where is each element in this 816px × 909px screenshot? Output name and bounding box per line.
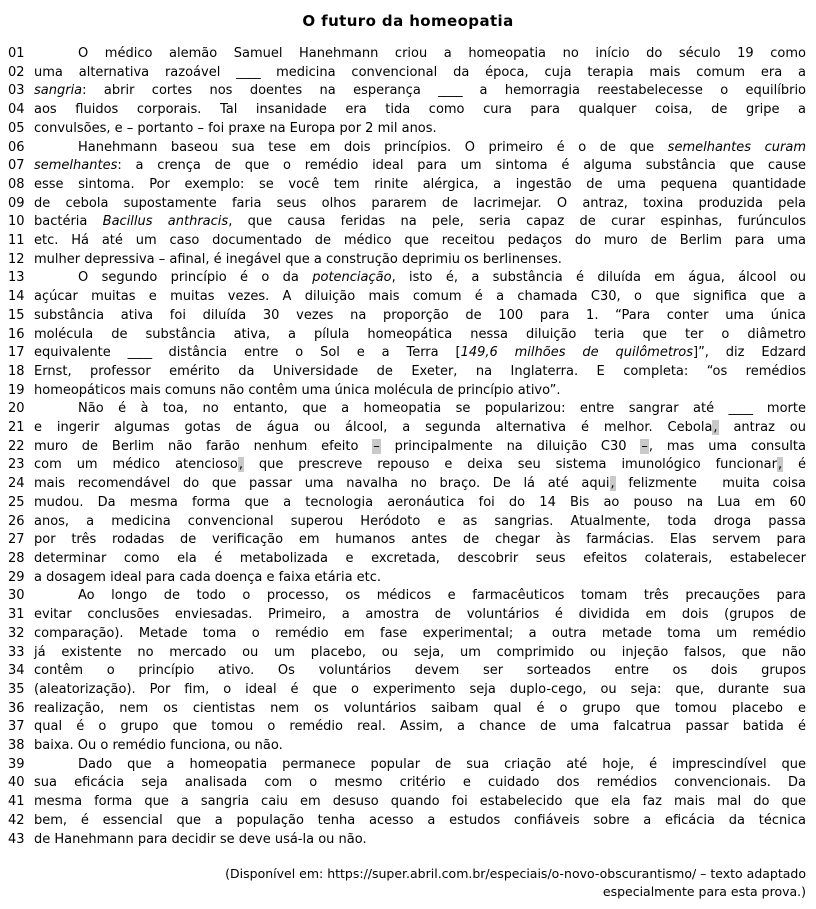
line-number: 42 (8, 812, 25, 828)
text-run: já existente no mercado ou um placebo, ou seja, um comprimido ou injeção falsos, que não (34, 644, 806, 660)
text-line (0, 513, 816, 532)
line-number: 23 (8, 457, 25, 473)
line-text (34, 176, 816, 195)
text-line (0, 344, 816, 363)
text-run: é (783, 457, 806, 473)
text-run: açúcar muitas e muitas vezes. A diluição mais comum é a chamada C30, o que significa que a (34, 289, 806, 305)
text-line (0, 718, 816, 737)
text-line (0, 288, 816, 307)
highlighted-punctuation: , (238, 457, 243, 473)
text-run: aos fluidos corporais. Tal insanidade era tida como cura para qualquer coisa, de gripe a (34, 102, 806, 118)
text-run: evitar conclusões enviesadas. Primeiro, a amostra de voluntários é dividida em dois (grupos de (34, 607, 806, 623)
text-line (0, 269, 816, 288)
italic-text: semelhantes (34, 158, 118, 174)
text-run: de Hanehmann para decidir se deve usá-la ou não. (34, 831, 367, 847)
text-line (0, 700, 816, 719)
highlighted-punctuation: , (713, 420, 718, 436)
text-line (0, 82, 816, 101)
text-line (0, 812, 816, 831)
line-text (34, 288, 816, 307)
line-number: 19 (8, 382, 25, 398)
line-number: 08 (8, 176, 25, 192)
text-run: antraz ou (718, 420, 806, 436)
line-text (34, 419, 816, 438)
text-run: substância ativa foi diluída 30 vezes na proporção de 100 para 1. “Para conter uma única (34, 307, 806, 323)
text-run: qual é o grupo que tomou o remédio real. Assim, a chance de uma falcatrua passar batida é (34, 719, 806, 735)
line-text (34, 475, 816, 494)
source-citation-line-2: especialmente para esta prova.) (602, 884, 806, 900)
text-run: equivalente (34, 345, 128, 361)
line-number: 14 (8, 289, 25, 305)
italic-text: Bacillus anthracis (102, 214, 229, 230)
line-text (34, 737, 816, 756)
text-line (0, 45, 816, 64)
line-text (34, 681, 816, 700)
source-citation (0, 865, 816, 901)
line-text (34, 363, 816, 382)
line-number: 29 (8, 569, 25, 585)
text-line (0, 681, 816, 700)
text-run: convulsões, e – portanto – foi praxe na Europa por 2 mil anos. (34, 120, 437, 136)
text-run: uma alternativa razoável (34, 64, 237, 80)
text-run: mudou. Da mesma forma que a tecnologia aeronáutica foi do 14 Bis ao pouso na Lua em 60 (34, 494, 806, 510)
text-line (0, 157, 816, 176)
text-line (0, 101, 816, 120)
text-run: homeopáticos mais comuns não contêm uma única molécula de princípio ativo”. (34, 382, 561, 398)
line-text (34, 82, 816, 101)
line-number: 31 (8, 607, 25, 623)
line-text (34, 774, 816, 793)
text-run: por três rodadas de verificação em humanos antes de chegar às farmácias. Elas servem para (34, 532, 806, 548)
line-text (34, 382, 816, 401)
line-text (34, 45, 816, 64)
text-line (0, 232, 816, 251)
line-text (34, 793, 816, 812)
blank-field: ____ (728, 401, 753, 417)
page-title: O futuro da homeopatia (302, 12, 514, 30)
line-number: 39 (8, 756, 25, 772)
blank-field: ____ (438, 83, 463, 99)
text-line (0, 756, 816, 775)
text-run: Não é à toa, no entanto, que a homeopatia se popularizou: entre sangrar até (78, 401, 729, 417)
line-text (34, 251, 816, 270)
line-text (34, 569, 816, 588)
text-line (0, 662, 816, 681)
line-number: 21 (8, 420, 25, 436)
italic-text: semelhantes curam (667, 139, 806, 155)
line-text (34, 606, 816, 625)
text-run: : a crença de que o remédio ideal para um sintoma é alguma substância que cause (117, 158, 806, 174)
text-line (0, 831, 816, 850)
text-run: Ao longo de todo o processo, os médicos e farmacêuticos tomam três precauções para (78, 588, 806, 604)
text-run: felizmente muita coisa (615, 476, 806, 492)
line-number: 43 (8, 831, 25, 847)
text-run: , isto é, a substância é diluída em água, álcool ou (391, 270, 806, 286)
line-text (34, 700, 816, 719)
text-line (0, 569, 816, 588)
line-text (34, 718, 816, 737)
text-run: que prescreve repouso e deixa seu sistema imunológico funcionar (243, 457, 777, 473)
text-line (0, 531, 816, 550)
text-line (0, 737, 816, 756)
line-text (34, 756, 816, 775)
line-number: 20 (8, 401, 25, 417)
line-number: 12 (8, 251, 25, 267)
text-line (0, 307, 816, 326)
line-text (34, 344, 816, 363)
line-text (34, 139, 816, 158)
text-run: principalmente na diluição C30 (380, 438, 641, 454)
line-number: 16 (8, 326, 25, 342)
text-line (0, 419, 816, 438)
text-run: Dado que a homeopatia permanece popular de sua criação até hoje, é imprescindível que (78, 756, 806, 772)
text-run: de cebola supostamente faria seus olhos pararem de lacrimejar. O antraz, toxina produzida pela (34, 195, 806, 211)
blank-field: ____ (127, 345, 152, 361)
line-text (34, 438, 816, 457)
line-text (34, 531, 816, 550)
text-line (0, 587, 816, 606)
line-number: 06 (8, 139, 25, 155)
line-number: 10 (8, 214, 25, 230)
line-number: 04 (8, 102, 25, 118)
text-run: bactéria (34, 214, 103, 230)
text-run: baixa. Ou o remédio funciona, ou não. (34, 738, 283, 754)
text-line (0, 438, 816, 457)
text-run: muro de Berlim não farão nenhum efeito (34, 438, 373, 454)
text-line (0, 363, 816, 382)
text-run: esse sintoma. Por exemplo: se você tem rinite alérgica, a ingestão de uma pequena quantidade (34, 176, 806, 192)
text-run: bem, é essencial que a população tenha acesso a estudos confiáveis sobre a eficácia da técnica (34, 812, 806, 828)
text-run: mulher depressiva – afinal, é inegável que a construção deprimiu os berlinenses. (34, 251, 562, 267)
line-number: 11 (8, 233, 25, 249)
italic-text: potenciação (312, 270, 392, 286)
line-text (34, 494, 816, 513)
text-run: determinar como ela é metabolizada e excretada, descobrir seus efeitos colaterais, estabelecer (34, 550, 806, 566)
line-number: 18 (8, 363, 25, 379)
text-run: mesma forma que a sangria caiu em desuso quando foi estabelecido que ela faz mais mal do que (34, 794, 806, 810)
highlighted-punctuation: , (777, 457, 783, 473)
line-text (34, 831, 816, 850)
text-run: etc. Há até um caso documentado de médico que receitou pedaços do muro de Berlim para uma (34, 233, 806, 249)
line-text (34, 120, 816, 139)
line-number: 30 (8, 588, 25, 604)
line-text (34, 307, 816, 326)
line-number: 03 (8, 83, 25, 99)
line-number: 25 (8, 494, 25, 510)
line-number: 36 (8, 700, 25, 716)
line-number: 34 (8, 663, 25, 679)
text-line (0, 382, 816, 401)
text-run: (aleatorização). Por fim, o ideal é que o experimento seja duplo-cego, ou seja: que, durante sua (34, 681, 806, 697)
text-line (0, 550, 816, 569)
text-run: , que causa feridas na pele, seria capaz de curar espinhas, furúnculos (228, 214, 806, 230)
line-text (34, 195, 816, 214)
line-number: 09 (8, 195, 25, 211)
line-text (34, 101, 816, 120)
text-line (0, 326, 816, 345)
italic-text: 149,6 milhões de quilômetros (460, 345, 693, 361)
text-run: O médico alemão Samuel Hanehmann criou a homeopatia no início do século 19 como (78, 46, 806, 61)
text-line (0, 64, 816, 83)
line-number: 37 (8, 719, 25, 735)
text-run: realização, nem os cientistas nem os voluntários saibam qual é o grupo que tomou placebo e (34, 700, 806, 716)
line-text (34, 662, 816, 681)
line-number: 33 (8, 644, 25, 660)
line-number: 02 (8, 64, 25, 80)
text-body (0, 45, 816, 849)
text-line (0, 774, 816, 793)
text-run: , mas uma consulta (648, 438, 806, 454)
text-line (0, 625, 816, 644)
line-text (34, 625, 816, 644)
line-text (34, 400, 816, 419)
text-line (0, 456, 816, 475)
text-run: molécula de substância ativa, a pílula homeopática nessa diluição teria que ter o diâmetro (34, 326, 806, 342)
line-number: 35 (8, 681, 25, 697)
text-run: a hemorragia reestabelecesse o equilíbrio (462, 83, 807, 99)
text-run: contêm o princípio ativo. Os voluntários devem ser sorteados entre os dois grupos (34, 663, 806, 679)
text-run: Ernst, professor emérito da Universidade de Exeter, na Inglaterra. E completa: “os remédios (34, 363, 806, 379)
text-run: medicina convencional da época, cuja terapia mais comum era a (260, 64, 806, 80)
text-run: Hanehmann baseou sua tese em dois princípios. O primeiro é o de que (78, 139, 668, 155)
text-line (0, 793, 816, 812)
text-line (0, 644, 816, 663)
italic-text: sangria (34, 83, 83, 99)
text-line (0, 195, 816, 214)
text-line (0, 400, 816, 419)
text-run: morte (752, 401, 806, 417)
line-number: 13 (8, 270, 25, 286)
highlighted-punctuation: – (373, 438, 380, 454)
line-number: 01 (8, 46, 25, 61)
text-line (0, 475, 816, 494)
line-number: 24 (8, 476, 25, 492)
text-line (0, 176, 816, 195)
text-line (0, 606, 816, 625)
line-text (34, 587, 816, 606)
text-line (0, 494, 816, 513)
line-number: 17 (8, 345, 25, 361)
text-line (0, 139, 816, 158)
text-run: anos, a medicina convencional superou Heródoto e as sangrias. Atualmente, toda droga passa (34, 513, 806, 529)
line-number: 07 (8, 158, 25, 174)
line-number: 26 (8, 513, 25, 529)
text-run: O segundo princípio é o da (78, 270, 313, 286)
line-number: 40 (8, 775, 25, 791)
blank-field: ____ (236, 64, 261, 80)
text-run: : abrir cortes nos doentes na esperança (82, 83, 439, 99)
line-number: 05 (8, 120, 25, 136)
line-number: 28 (8, 550, 25, 566)
line-number: 41 (8, 794, 25, 810)
text-run: sua eficácia seja analisada com o mesmo critério e cuidado dos remédios convencionais. Da (34, 775, 806, 791)
line-number: 32 (8, 625, 25, 641)
text-line (0, 213, 816, 232)
line-text (34, 550, 816, 569)
source-citation-line-1: (Disponível em: https://super.abril.com.br/especiais/o-novo-obscurantismo/ – texto adaptado (225, 866, 806, 882)
text-run: e ingerir algumas gotas de água ou álcool, a segunda alternativa é melhor. Cebola (34, 420, 713, 436)
line-number: 38 (8, 738, 25, 754)
text-run: a dosagem ideal para cada doença e faixa etária etc. (34, 569, 382, 585)
text-run: comparação). Metade toma o remédio em fase experimental; a outra metade toma um remédio (34, 625, 806, 641)
line-text (34, 269, 816, 288)
text-run: mais recomendável do que passar uma navalha no braço. De lá até aqui (34, 476, 610, 492)
highlighted-punctuation: – (641, 438, 648, 454)
text-run: ]”, diz Edzard (693, 345, 806, 361)
line-text (34, 213, 816, 232)
line-text (34, 644, 816, 663)
text-run: distância entre o Sol e a Terra [ (151, 345, 461, 361)
line-text (34, 812, 816, 831)
line-text (34, 64, 816, 83)
line-number: 15 (8, 307, 25, 323)
line-number: 27 (8, 532, 25, 548)
text-line (0, 251, 816, 270)
line-text (34, 157, 816, 176)
line-text (34, 232, 816, 251)
line-text (34, 326, 816, 345)
line-text (34, 456, 816, 475)
line-text (34, 513, 816, 532)
text-line (0, 120, 816, 139)
highlighted-punctuation: , (610, 476, 615, 492)
line-number: 22 (8, 438, 25, 454)
text-run: com um médico atencioso (34, 457, 238, 473)
